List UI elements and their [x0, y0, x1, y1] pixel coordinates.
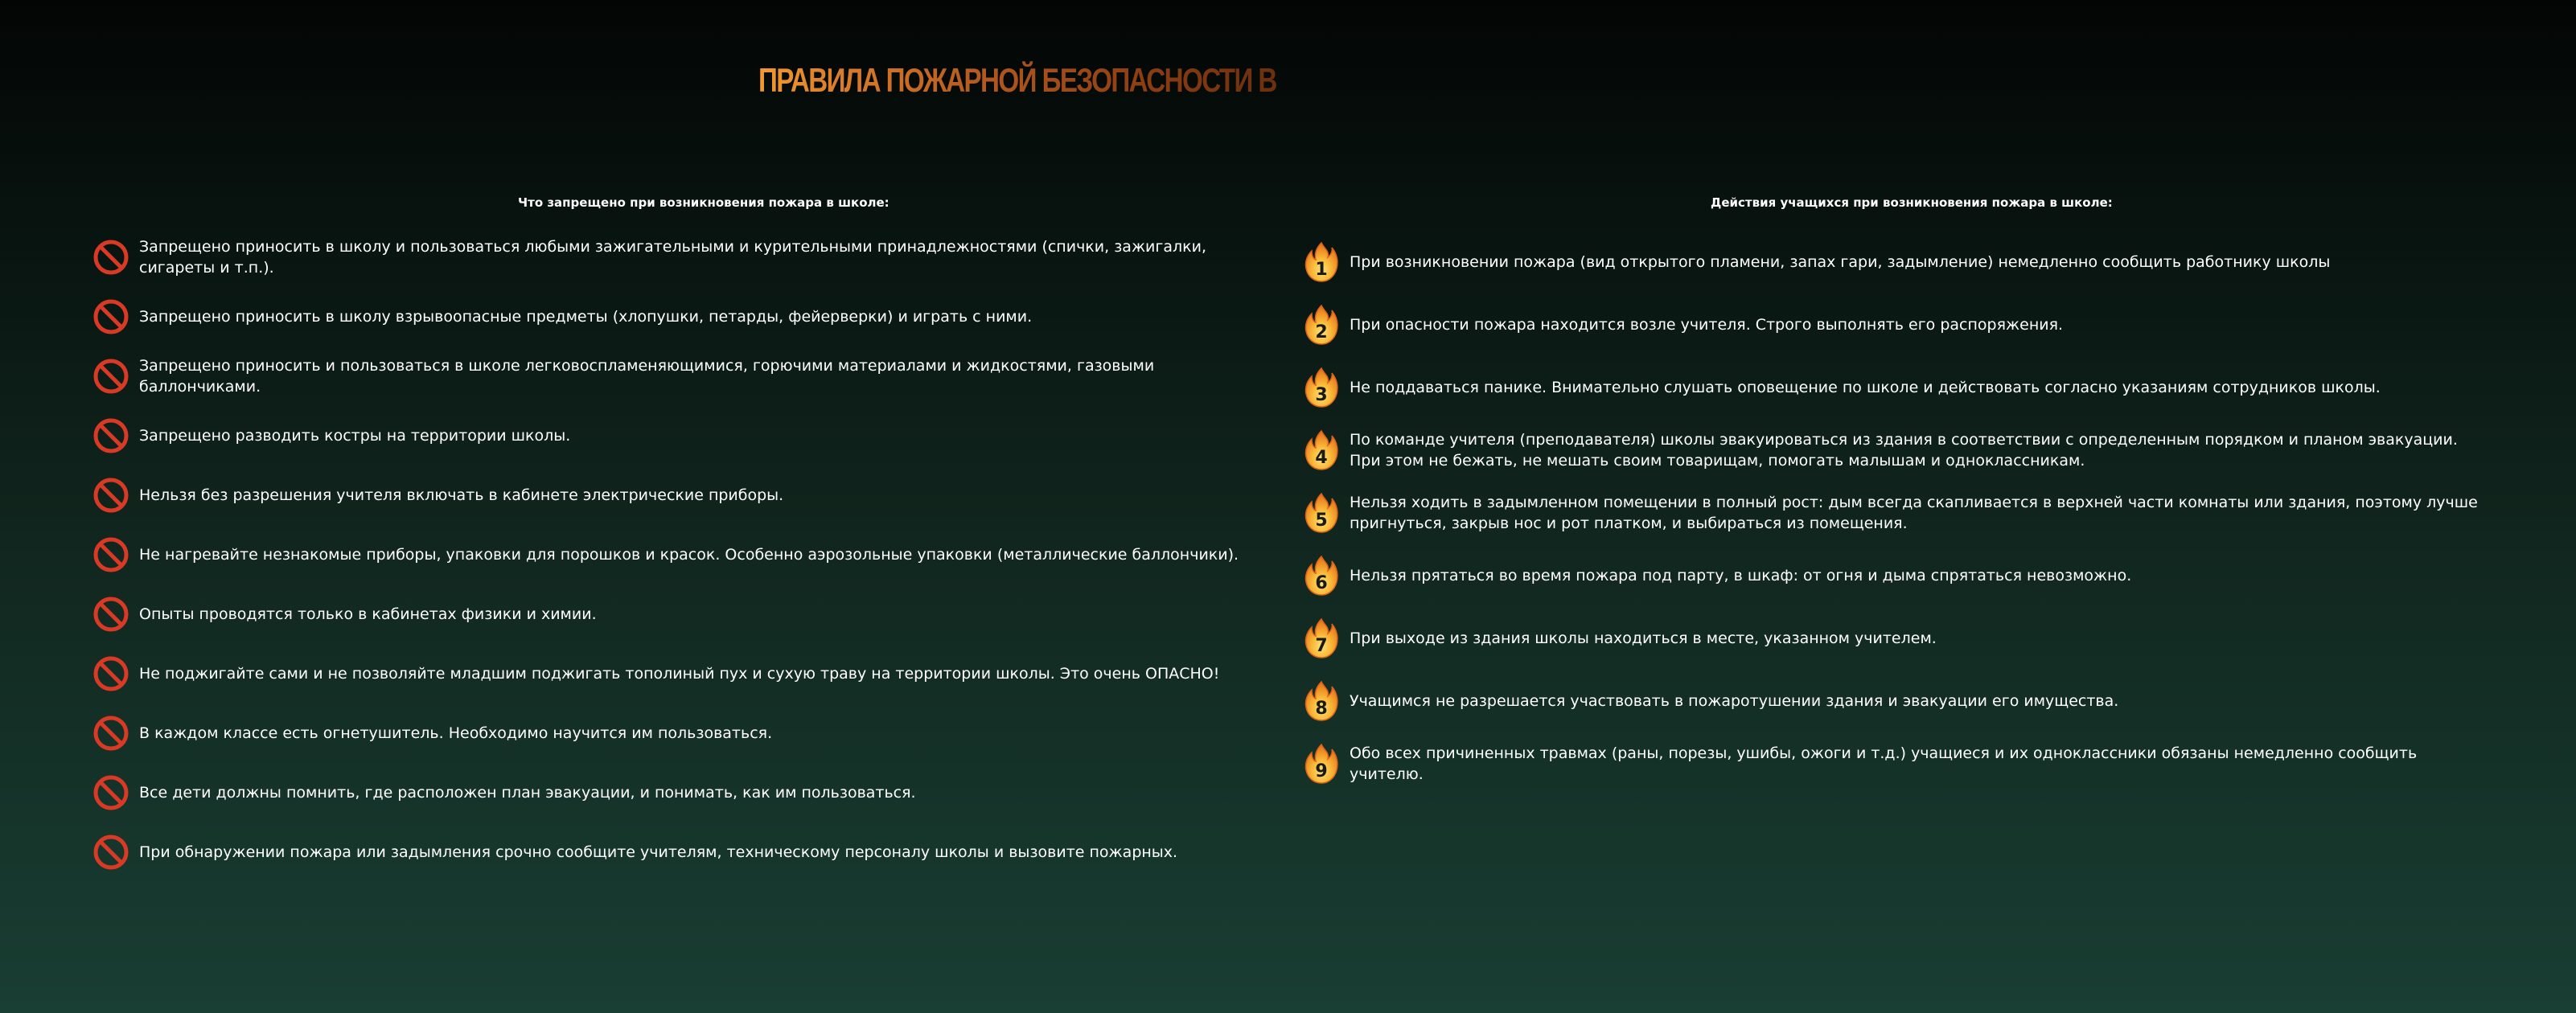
list-item	[92, 644, 1243, 703]
list-item	[1303, 607, 2493, 670]
list-item	[92, 763, 1243, 822]
list-item	[92, 406, 1243, 465]
list-item	[1303, 293, 2493, 356]
flame-number-icon	[1303, 617, 1340, 659]
list-item-text: По команде учителя (преподавателя) школы эвакуироваться из здания в соответствии с определенным порядком и планом эвакуации. При этом не бежать, не мешать своим товарищам, помогать малышам и одноклассникам.	[1350, 431, 2458, 470]
list-item	[1303, 670, 2493, 732]
actions-list	[1303, 231, 2493, 795]
list-item-text: Запрещено приносить в школу и пользоваться любыми зажигательными и курительными принадлежностями (спички, зажигалки, сигареты и т.п.).	[139, 238, 1207, 277]
list-item-text: При возникновении пожара (вид открытого пламени, запах гари, задымление) немедленно сообщить работнику школы	[1350, 253, 2331, 271]
no-entry-icon	[92, 715, 129, 752]
list-item	[92, 822, 1243, 882]
no-entry-icon	[92, 477, 129, 514]
prohibitions-list	[92, 228, 1243, 882]
list-item-text: Не нагревайте незнакомые приборы, упаковки для порошков и красок. Особенно аэрозольные упаковки (металлические баллончики).	[139, 546, 1239, 564]
list-item-text: При выходе из здания школы находиться в месте, указанном учителем.	[1350, 630, 1937, 647]
list-item-text: В каждом классе есть огнетушитель. Необходимо научится им пользоваться.	[139, 724, 773, 742]
no-entry-icon	[92, 358, 129, 395]
svg-text:1: 1	[1315, 260, 1328, 280]
page-title: ПРАВИЛА ПОЖАРНОЙ БЕЗОПАСНОСТИ В ШКОЛЕ	[758, 59, 1280, 101]
flame-number-icon	[1303, 492, 1340, 534]
list-item	[92, 525, 1243, 584]
list-item-text: Все дети должны помнить, где расположен план эвакуации, и понимать, как им пользоваться.	[139, 784, 916, 802]
flame-number-icon	[1303, 743, 1340, 785]
list-item	[92, 584, 1243, 644]
flame-number-icon	[1303, 555, 1340, 597]
flame-number-icon	[1303, 304, 1340, 346]
list-item-text: При обнаружении пожара или задымления срочно сообщите учителям, техническому персоналу школы и вызовите пожарных.	[139, 843, 1178, 861]
list-item-text: Не поддаваться панике. Внимательно слушать оповещение по школе и действовать согласно указаниям сотрудников школы.	[1350, 379, 2381, 396]
list-item-text: Запрещено приносить в школу взрывоопасные предметы (хлопушки, петарды, фейерверки) и играть с ними.	[139, 308, 1033, 326]
svg-text:4: 4	[1315, 448, 1328, 468]
flame-number-icon	[1303, 241, 1340, 283]
list-item-text: Опыты проводятся только в кабинетах физики и химии.	[139, 605, 597, 623]
list-item	[92, 347, 1243, 406]
flame-number-icon	[1303, 429, 1340, 471]
list-item	[1303, 482, 2493, 544]
list-item	[1303, 732, 2493, 795]
flame-number-icon	[1303, 367, 1340, 408]
list-item-text: Учащимся не разрешается участвовать в пожаротушении здания и эвакуации его имущества.	[1350, 692, 2119, 710]
actions-heading: Действия учащихся при возникновения пожара в школе:	[1711, 195, 2113, 210]
svg-text:9: 9	[1315, 761, 1328, 781]
list-item-text: Запрещено приносить и пользоваться в школе легковоспламеняющимися, горючими материалами и жидкостями, газовыми баллончиками.	[139, 357, 1155, 396]
list-item	[1303, 419, 2493, 482]
no-entry-icon	[92, 298, 129, 335]
list-item	[1303, 356, 2493, 419]
no-entry-icon	[92, 774, 129, 811]
list-item	[1303, 544, 2493, 607]
no-entry-icon	[92, 834, 129, 871]
list-item-text: Обо всех причиненных травмах (раны, порезы, ушибы, ожоги и т.д.) учащиеся и их одноклассники обязаны немедленно сообщить учителю.	[1350, 744, 2418, 783]
svg-text:8: 8	[1315, 699, 1328, 719]
list-item-text: Нельзя без разрешения учителя включать в кабинете электрические приборы.	[139, 486, 784, 504]
list-item	[92, 228, 1243, 287]
svg-text:6: 6	[1315, 573, 1328, 593]
list-item	[92, 287, 1243, 347]
no-entry-icon	[92, 239, 129, 276]
svg-text:3: 3	[1315, 385, 1328, 405]
svg-text:2: 2	[1315, 322, 1328, 342]
list-item-text: Запрещено разводить костры на территории школы.	[139, 427, 571, 445]
list-item-text: Не поджигайте сами и не позволяйте младшим поджигать тополиный пух и сухую траву на территории школы. Это очень ОПАСНО!	[139, 665, 1220, 683]
list-item	[92, 465, 1243, 525]
no-entry-icon	[92, 536, 129, 573]
list-item-text: Нельзя ходить в задымленном помещении в полный рост: дым всегда скапливается в верхней части комнаты или здания, поэтому лучше пригнуться, закрыв нос и рот платком, и выбираться из помещения.	[1350, 494, 2478, 532]
no-entry-icon	[92, 596, 129, 633]
list-item	[92, 703, 1243, 763]
list-item	[1303, 231, 2493, 293]
prohibitions-heading: Что запрещено при возникновения пожара в школе:	[518, 195, 889, 210]
flame-number-icon	[1303, 680, 1340, 722]
list-item-text: Нельзя прятаться во время пожара под парту, в шкаф: от огня и дыма спрятаться невозможно.	[1350, 567, 2132, 584]
svg-text:5: 5	[1315, 511, 1328, 531]
no-entry-icon	[92, 417, 129, 454]
list-item-text: При опасности пожара находится возле учителя. Строго выполнять его распоряжения.	[1350, 316, 2064, 334]
svg-text:7: 7	[1315, 636, 1328, 656]
no-entry-icon	[92, 655, 129, 692]
